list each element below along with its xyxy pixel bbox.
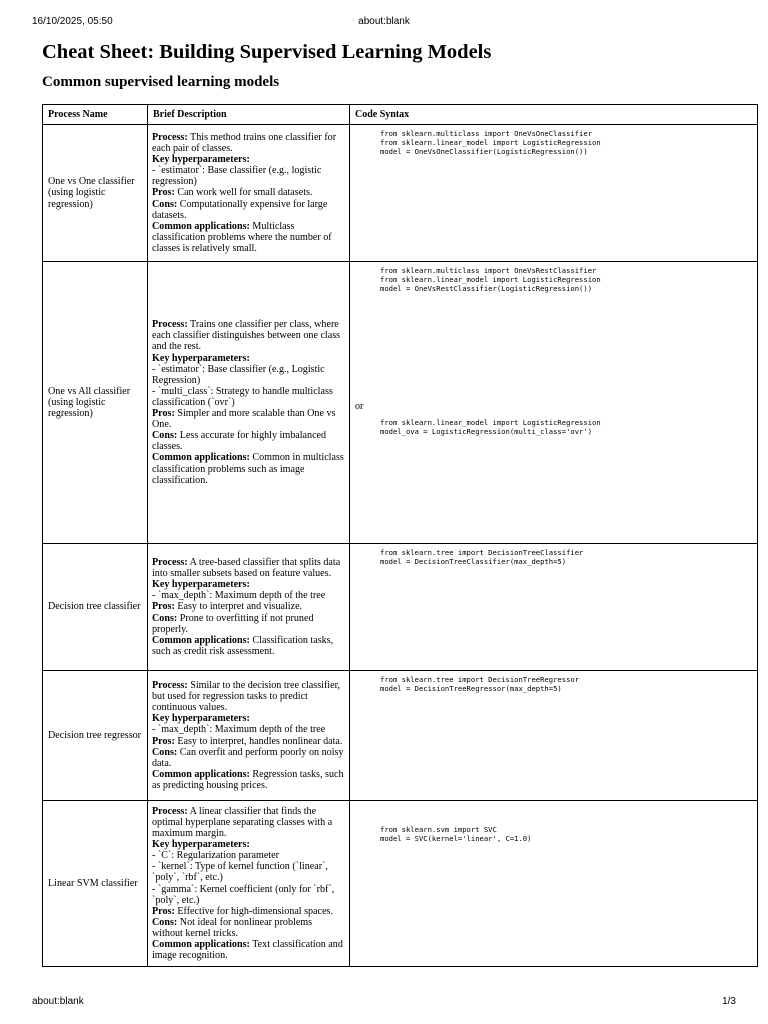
process-text: Trains one classifier per class, where each classifier distinguishes between one class and the rest. — [152, 319, 341, 353]
process-text: A linear classifier that finds the optimal hyperplane separating classes with a maximum margin. — [152, 805, 333, 840]
pros-label: Pros: — [152, 408, 175, 420]
hyperparameters-label: Key hyperparameters: — [152, 154, 250, 166]
hyperparameters-label: Key hyperparameters: — [152, 839, 250, 851]
table-row — [43, 544, 758, 671]
cons-text: Prone to overfitting if not pruned properly. — [152, 612, 314, 635]
applications-label: Common applications: — [152, 452, 250, 464]
column-header: Code Syntax — [350, 105, 758, 125]
footer-url: about:blank — [32, 996, 84, 1007]
pros-label: Pros: — [152, 735, 175, 747]
cons-text: Can overfit and perform poorly on noisy data. — [152, 746, 344, 769]
code-syntax — [350, 262, 758, 544]
cons-text: Less accurate for highly imbalanced classes. — [152, 430, 327, 453]
pros-label: Pros: — [152, 187, 175, 199]
page-number: 1/3 — [722, 996, 736, 1007]
process-label: Process: — [152, 131, 188, 143]
process-name: Decision tree regressor — [43, 671, 148, 801]
process-text: Similar to the decision tree classifier, but used for regression tasks to predict continuous values. — [152, 680, 341, 714]
pros-label: Pros: — [152, 601, 175, 613]
cons-label: Cons: — [152, 746, 178, 758]
code-block: from sklearn.tree import DecisionTreeRegressor model = DecisionTreeRegressor(max_depth=5) — [380, 675, 580, 693]
print-date: 16/10/2025, 05:50 — [32, 16, 113, 27]
applications-label: Common applications: — [152, 938, 250, 950]
applications-text: Classification tasks, such as credit risk assessment. — [152, 634, 334, 657]
table-row — [43, 671, 758, 801]
brief-description — [148, 671, 350, 801]
process-label: Process: — [152, 557, 188, 569]
hyperparameters-label: Key hyperparameters: — [152, 352, 250, 364]
code-block: from sklearn.tree import DecisionTreeClassifier model = DecisionTreeClassifier(max_depth=5) — [380, 548, 584, 566]
brief-description — [148, 801, 350, 967]
cons-text: Computationally expensive for large datasets. — [152, 198, 328, 221]
hyperparameter-item: - `kernel`: Type of kernel function (`linear`, `poly`, `rbf`, etc.) — [152, 861, 328, 884]
applications-text: Regression tasks, such as predicting housing prices. — [152, 768, 344, 791]
cons-text: Not ideal for nonlinear problems without kernel tricks. — [152, 916, 313, 939]
code-syntax — [350, 544, 758, 671]
pros-text: Can work well for small datasets. — [177, 187, 313, 199]
applications-text: Common in multiclass classification problems such as image classification. — [152, 452, 344, 486]
process-name: Linear SVM classifier — [43, 801, 148, 967]
or-separator: or — [355, 401, 364, 412]
process-text: This method trains one classifier for each pair of classes. — [152, 131, 337, 155]
table-row — [43, 262, 758, 544]
models-table — [42, 104, 758, 967]
cons-label: Cons: — [152, 612, 178, 624]
code-block: from sklearn.multiclass import OneVsRestClassifier from sklearn.linear_model import LogisticRegression model = OneVsRestClassifier(LogisticRegression()) — [380, 266, 601, 293]
table-header-row — [43, 105, 758, 125]
pros-text: Easy to interpret, handles nonlinear data. — [177, 735, 343, 747]
process-name: Decision tree classifier — [43, 544, 148, 671]
process-label: Process: — [152, 805, 188, 817]
hyperparameter-item: - `C`: Regularization parameter — [152, 850, 279, 862]
brief-description — [148, 262, 350, 544]
applications-label: Common applications: — [152, 634, 250, 646]
pros-label: Pros: — [152, 905, 175, 917]
process-name: One vs One classifier (using logistic regression) — [43, 125, 148, 262]
hyperparameter-item: - `estimator`: Base classifier (e.g., Logistic Regression) — [152, 363, 325, 386]
hyperparameters-label: Key hyperparameters: — [152, 713, 250, 725]
pros-text: Simpler and more scalable than One vs One. — [152, 408, 336, 431]
code-syntax — [350, 671, 758, 801]
table-row — [43, 125, 758, 262]
process-label: Process: — [152, 680, 188, 692]
hyperparameter-item: - `max_depth`: Maximum depth of the tree — [152, 590, 326, 602]
applications-text: Text classification and image recognition. — [152, 938, 343, 962]
hyperparameter-item: - `estimator`: Base classifier (e.g., logistic regression) — [152, 165, 322, 188]
process-name: One vs All classifier (using logistic regression) — [43, 262, 148, 544]
print-url: about:blank — [358, 16, 410, 27]
column-header: Process Name — [43, 105, 148, 125]
cons-label: Cons: — [152, 198, 178, 210]
hyperparameter-item: - `gamma`: Kernel coefficient (only for `rbf`, `poly`, etc.) — [152, 883, 335, 906]
applications-text: Multiclass classification problems where the number of classes is relatively small. — [152, 220, 332, 254]
process-label: Process: — [152, 319, 188, 331]
code-block-alt: from sklearn.linear_model import LogisticRegression model_ova = LogisticRegression(multi_class='ovr') — [380, 418, 601, 436]
code-block: from sklearn.multiclass import OneVsOneClassifier from sklearn.linear_model import LogisticRegression model = OneVsOneClassifier(LogisticRegression()) — [380, 129, 601, 156]
page-title: Cheat Sheet: Building Supervised Learning Models — [42, 41, 492, 63]
print-footer — [32, 996, 736, 1010]
cons-label: Cons: — [152, 430, 178, 442]
print-header — [32, 16, 736, 30]
brief-description — [148, 125, 350, 262]
document — [42, 38, 758, 92]
applications-label: Common applications: — [152, 768, 250, 780]
applications-label: Common applications: — [152, 220, 250, 232]
cons-label: Cons: — [152, 916, 178, 928]
hyperparameter-item: - `multi_class`: Strategy to handle multiclass classification (`ovr`) — [152, 385, 333, 408]
process-text: A tree-based classifier that splits data into smaller subsets based on feature values. — [152, 557, 341, 580]
pros-text: Easy to interpret and visualize. — [177, 601, 303, 613]
code-syntax — [350, 125, 758, 262]
pros-text: Effective for high-dimensional spaces. — [177, 905, 333, 917]
table-row — [43, 801, 758, 967]
code-syntax — [350, 801, 758, 967]
column-header: Brief Description — [148, 105, 350, 125]
code-block: from sklearn.svm import SVC model = SVC(kernel='linear', C=1.0) — [380, 825, 532, 843]
hyperparameter-item: - `max_depth`: Maximum depth of the tree — [152, 724, 326, 736]
brief-description — [148, 544, 350, 671]
section-heading: Common supervised learning models — [42, 74, 280, 90]
hyperparameters-label: Key hyperparameters: — [152, 579, 250, 591]
